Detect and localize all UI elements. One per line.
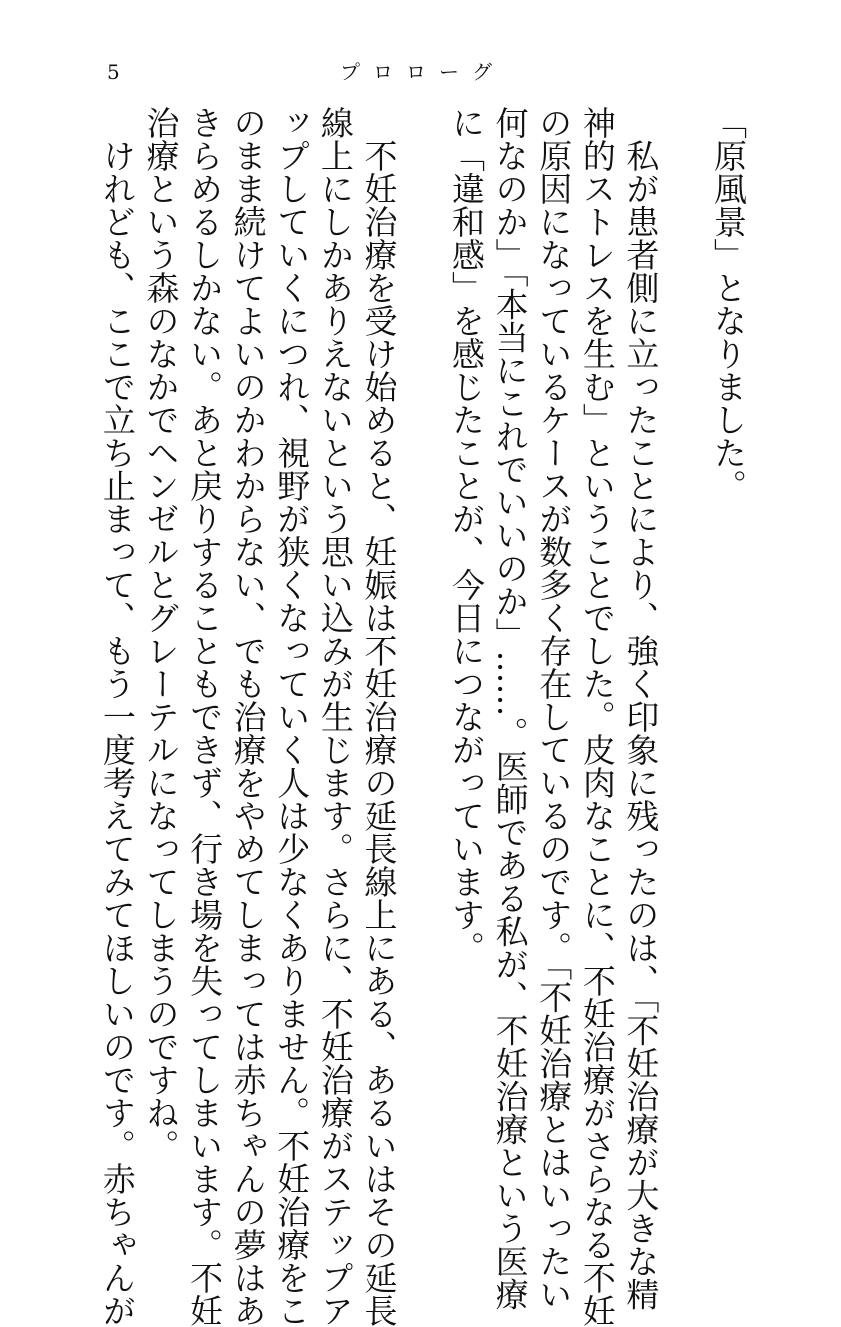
text-line: 治療という森のなかでヘンゼルとグレーテルになってしまうのですね。	[141, 106, 181, 1162]
text-line: のまま続けてよいのかわからない、でも治療をやめてしまっては赤ちゃんの夢はあ	[228, 106, 268, 1327]
text-line: 「原風景」となりました。	[709, 106, 748, 502]
text-line: きらめるしかない。あと戻りすることもできず、行き場を失ってしまいます。不妊	[185, 106, 225, 1327]
text-line: けれども、ここで立ち止まって、もう一度考えてみてほしいのです。赤ちゃんが	[97, 106, 137, 1327]
paragraph-gap	[400, 106, 444, 1106]
text-line: 不妊治療を受け始めると、妊娠は不妊治療の延長線上にある、あるいはその延長	[359, 106, 399, 1327]
page-number: 5	[107, 60, 120, 84]
text-line: ップしていくにつれ、視野が狭くなっていく人は少なくありません。不妊治療をこ	[272, 106, 312, 1327]
paragraph-gap	[662, 106, 706, 1106]
text-line: 何なのか」「本当にこれでいいのか」……。医師である私が、不妊治療という医療	[490, 106, 530, 1311]
body-text	[97, 106, 750, 1327]
text-line: 神的ストレスを生む」ということでした。皮肉なことに、不妊治療がさらなる不妊	[577, 106, 617, 1327]
running-head-title: プロローグ	[340, 60, 505, 84]
text-line: に「違和感」を感じたことが、今日につながっています。	[447, 106, 487, 964]
text-line: 線上にしかありえないという思い込みが生じます。さらに、不妊治療がステップア	[315, 106, 355, 1327]
text-line: 私が患者側に立ったことにより、強く印象に残ったのは、「不妊治療が大きな精	[621, 106, 661, 1311]
text-line: の原因になっているケースが数多く存在しているのです。「不妊治療とはいったい	[534, 106, 574, 1311]
